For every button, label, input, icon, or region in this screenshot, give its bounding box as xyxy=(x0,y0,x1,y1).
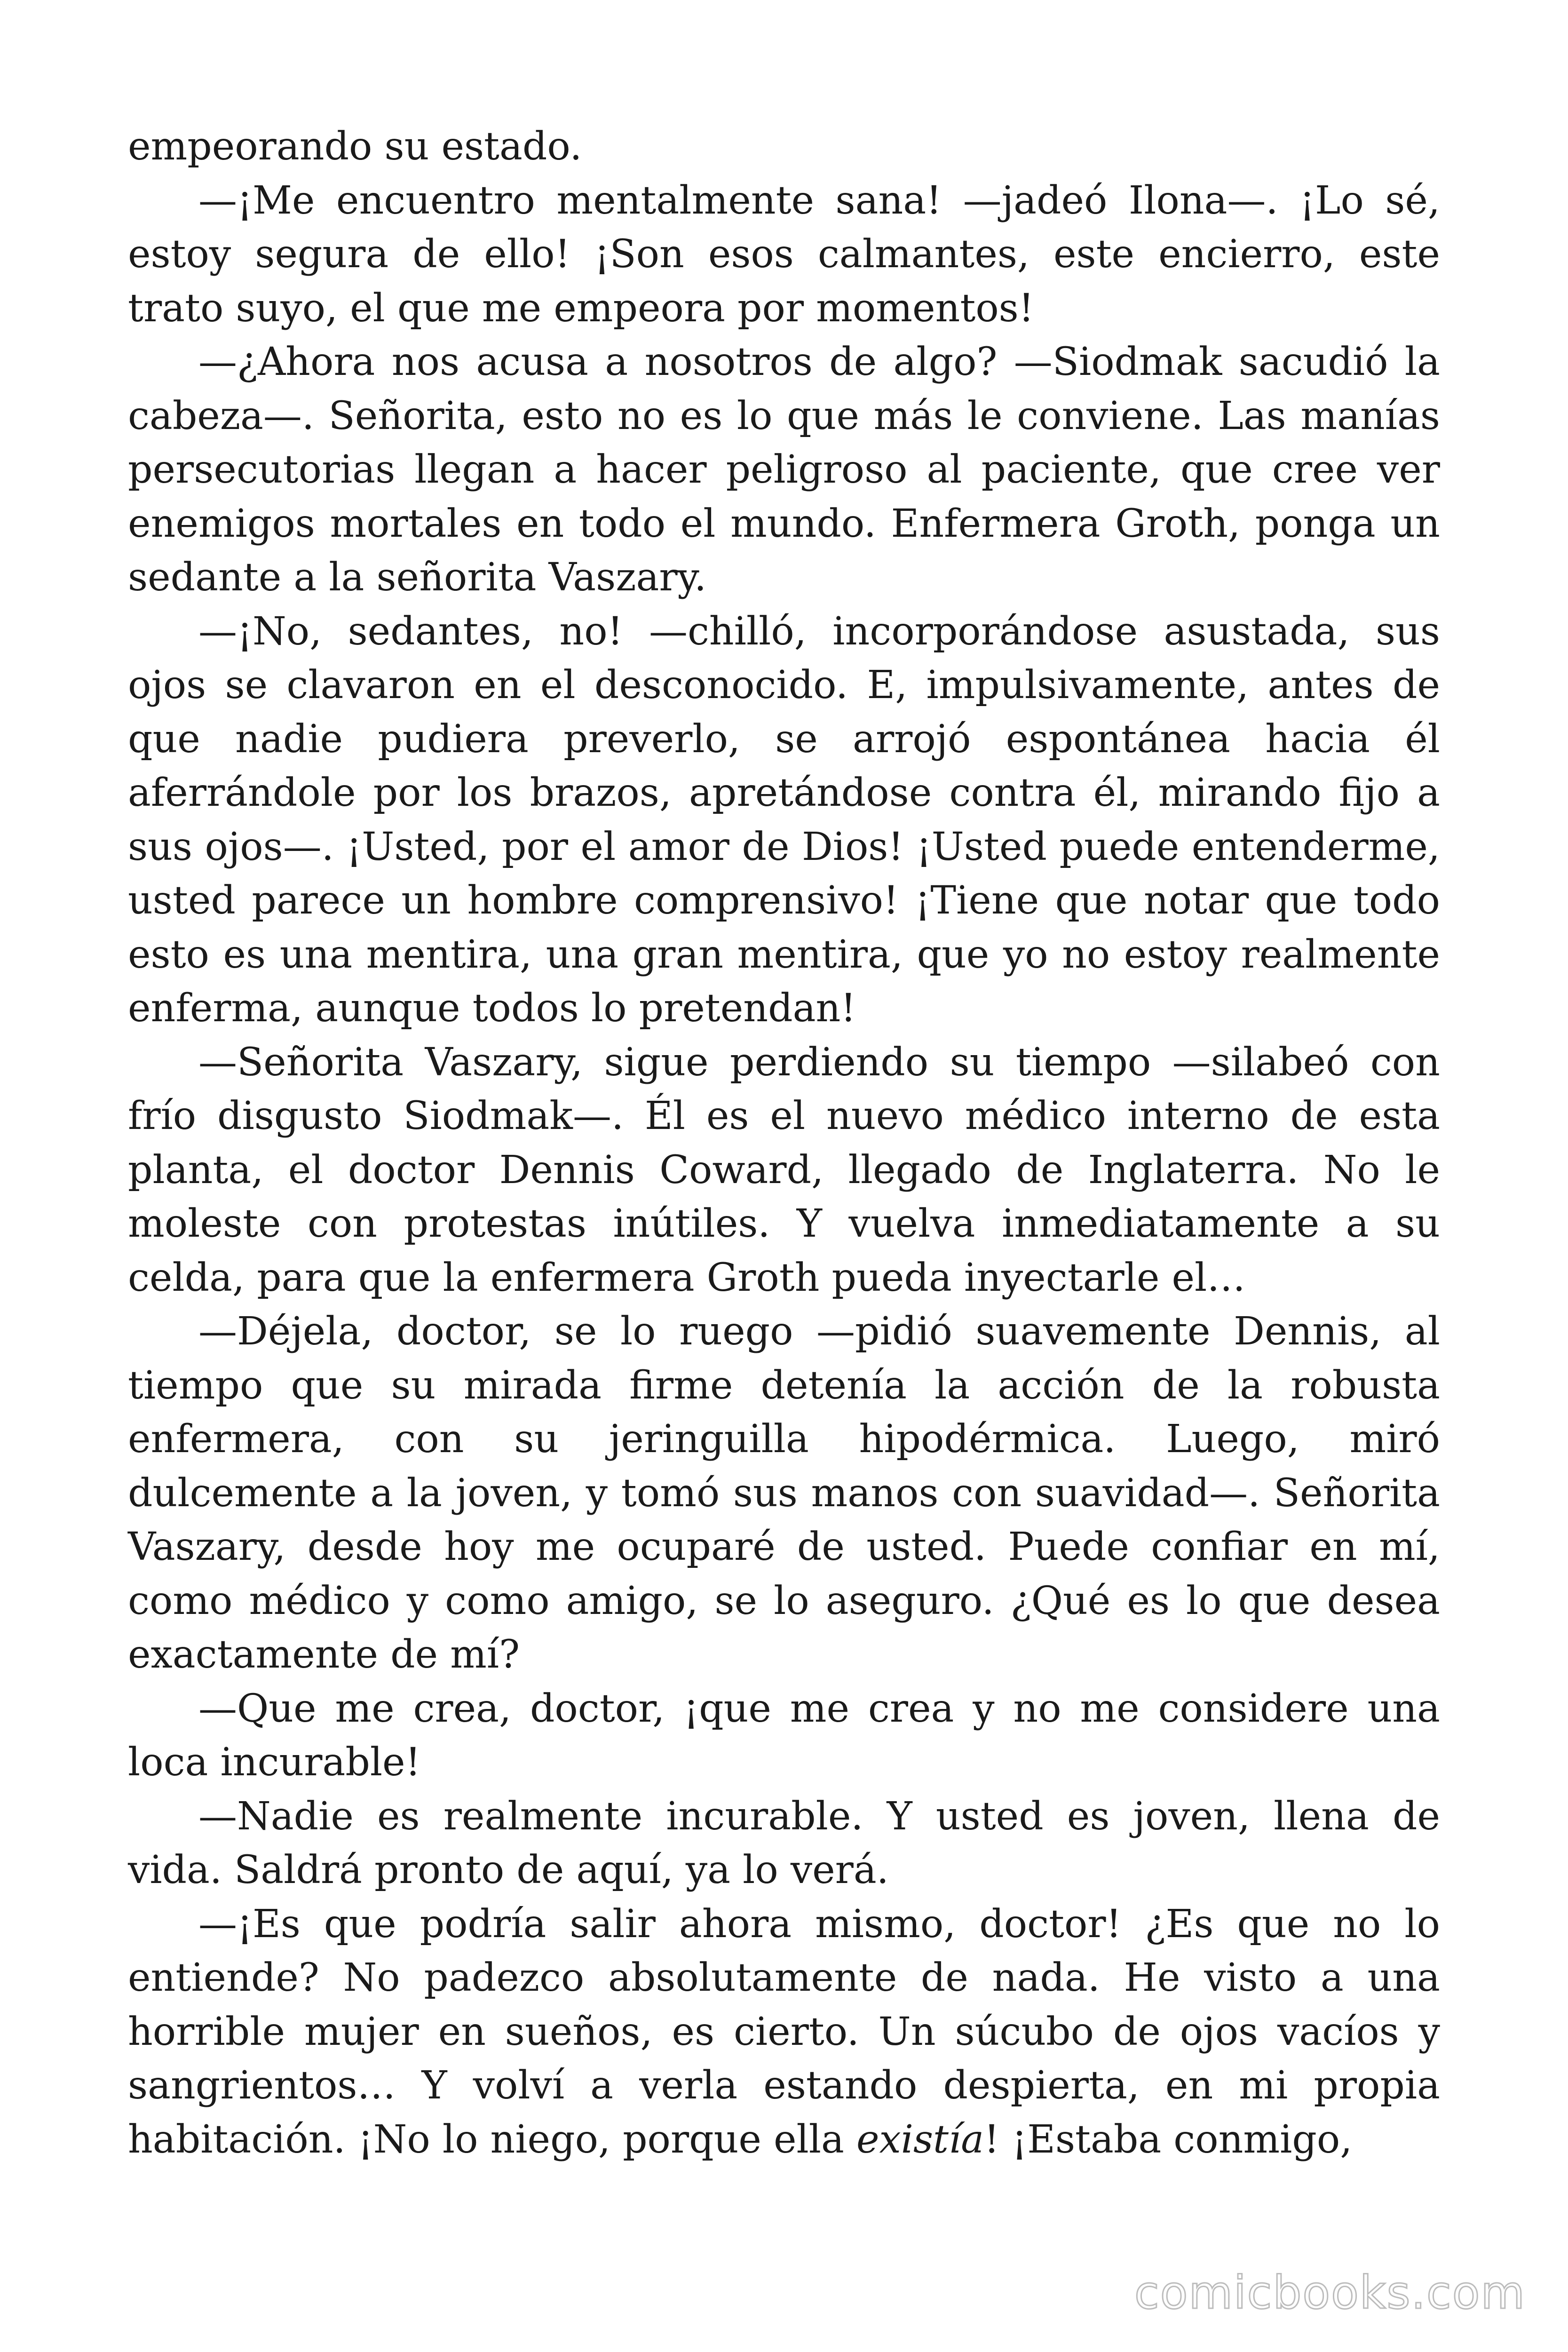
paragraph-8: —Nadie es realmente incurable. Y usted es joven, llena de vida. Saldrá pronto de aquí, ya lo verá. xyxy=(128,1794,1440,1892)
watermark: comicbooks.com xyxy=(1134,2266,1526,2319)
paragraph-3: —¿Ahora nos acusa a nosotros de algo? —Siodmak sacudió la cabeza—. Señorita, esto no es lo que más le conviene. Las manías persecutorias llegan a hacer peligroso al paciente, que cree ver enemigos mortales en todo el mundo. Enfermera Groth, ponga un sedante a la señorita Vaszary. xyxy=(128,340,1440,600)
paragraph-9-text-before: —¡Es que podría salir ahora mismo, doctor! ¿Es que no lo entiende? No padezco absolutamente de nada. He visto a una horrible mujer en sueños, es cierto. Un súcubo de ojos vacíos y sangrientos… Y volví a verla estando despierta, en mi propia habitación. ¡No lo niego, porque ella xyxy=(128,1901,1440,2162)
paragraph-9 xyxy=(128,1898,1440,2167)
paragraph-7: —Que me crea, doctor, ¡que me crea y no me considere una loca incurable! xyxy=(128,1686,1440,1785)
paragraph-6: —Déjela, doctor, se lo ruego —pidió suavemente Dennis, al tiempo que su mirada firme detenía la acción de la robusta enfermera, con su jeringuilla hipodérmica. Luego, miró dulcemente a la joven, y tomó sus manos con suavidad—. Señorita Vaszary, desde hoy me ocuparé de usted. Puede confiar en mí, como médico y como amigo, se lo aseguro. ¿Qué es lo que desea exactamente de mí? xyxy=(128,1309,1440,1677)
paragraph-5: —Señorita Vaszary, sigue perdiendo su tiempo —silabeó con frío disgusto Siodmak—. Él es el nuevo médico interno de esta planta, el doctor Dennis Coward, llegado de Inglaterra. No le moleste con protestas inútiles. Y vuelva inmediatamente a su celda, para que la enfermera Groth pueda inyectarle el… xyxy=(128,1040,1440,1300)
paragraph-9-emphasis: existía xyxy=(856,2117,984,2162)
paragraph-2: —¡Me encuentro mentalmente sana! —jadeó Ilona—. ¡Lo sé, estoy segura de ello! ¡Son esos calmantes, este encierro, este trato suyo, el que me empeora por momentos! xyxy=(128,178,1440,331)
paragraph-4: —¡No, sedantes, no! —chilló, incorporándose asustada, sus ojos se clavaron en el desconocido. E, impulsivamente, antes de que nadie pudiera preverlo, se arrojó espontánea hacia él aferrándole por los brazos, apretándose contra él, mirando fijo a sus ojos—. ¡Usted, por el amor de Dios! ¡Usted puede entenderme, usted parece un hombre comprensivo! ¡Tiene que notar que todo esto es una mentira, una gran mentira, que yo no estoy realmente enferma, aunque todos lo pretendan! xyxy=(128,609,1440,1031)
paragraph-1: empeorando su estado. xyxy=(128,124,582,169)
body-text xyxy=(128,120,1440,2167)
paragraph-9-text-after: ! ¡Estaba conmigo, xyxy=(984,2117,1353,2162)
